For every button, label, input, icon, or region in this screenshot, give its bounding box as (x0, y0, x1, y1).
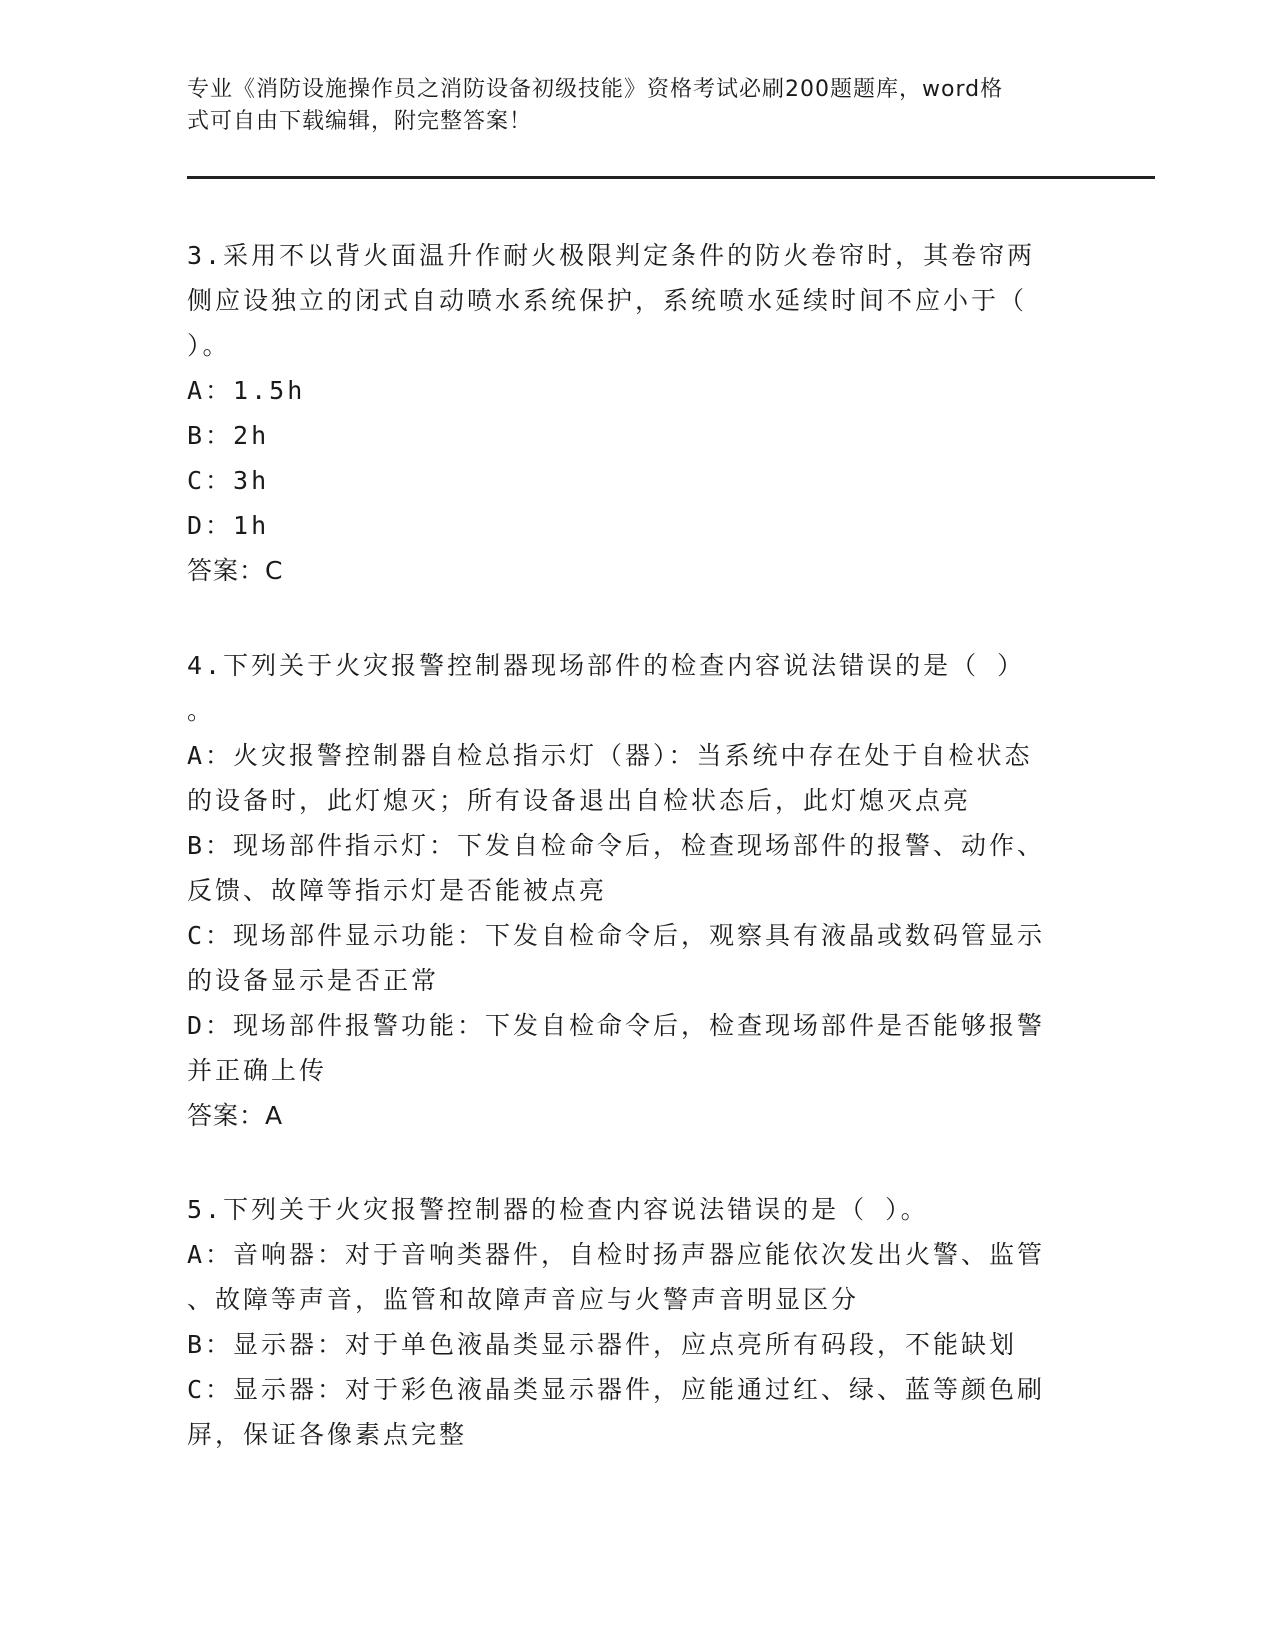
question-stem-line: 5.下列关于火灾报警控制器的检查内容说法错误的是（ ）。 (187, 1195, 929, 1224)
option-d: D：1h (187, 511, 270, 540)
option-c: C：显示器：对于彩色液晶类显示器件，应能通过红、绿、蓝等颜色刷 (187, 1375, 1046, 1404)
option-a: A：1.5h (187, 376, 306, 405)
header-line-2: 式可自由下载编辑，附完整答案！ (187, 109, 533, 134)
option-a-continued: 、故障等声音，监管和故障声音应与火警声音明显区分 (187, 1285, 860, 1314)
option-c: C：现场部件显示功能：下发自检命令后，观察具有液晶或数码管显示 (187, 921, 1046, 950)
question-stem-line: 侧应设独立的闭式自动喷水系统保护，系统喷水延续时间不应小于（ (187, 286, 1028, 315)
question-stem-line: 4.下列关于火灾报警控制器现场部件的检查内容说法错误的是（ ） (187, 651, 1026, 680)
answer-line: 答案：C (187, 556, 284, 585)
option-d: D：现场部件报警功能：下发自检命令后，检查现场部件是否能够报警 (187, 1011, 1046, 1040)
question-5 (187, 1187, 1077, 1457)
question-stem-line: 。 (187, 696, 216, 725)
option-c-continued: 屏，保证各像素点完整 (187, 1420, 468, 1449)
option-b: B：显示器：对于单色液晶类显示器件，应点亮所有码段，不能缺划 (187, 1330, 1018, 1359)
option-b: B：2h (187, 421, 270, 450)
option-a: A：音响器：对于音响类器件，自检时扬声器应能依次发出火警、监管 (187, 1240, 1046, 1269)
document-header (187, 74, 1067, 138)
question-4 (187, 643, 1077, 1138)
option-a: A：火灾报警控制器自检总指示灯（器）：当系统中存在处于自检状态 (187, 741, 1033, 770)
option-d-continued: 并正确上传 (187, 1056, 328, 1085)
question-stem-line: 3.采用不以背火面温升作耐火极限判定条件的防火卷帘时，其卷帘两 (187, 241, 1036, 270)
question-stem-line: ）。 (187, 331, 231, 360)
header-divider (187, 176, 1155, 179)
option-a-continued: 的设备时，此灯熄灭；所有设备退出自检状态后，此灯熄灭点亮 (187, 786, 972, 815)
option-c-continued: 的设备显示是否正常 (187, 966, 440, 995)
option-b-continued: 反馈、故障等指示灯是否能被点亮 (187, 876, 608, 905)
answer-line: 答案：A (187, 1101, 284, 1130)
header-line-1: 专业《消防设施操作员之消防设备初级技能》资格考试必刷200题题库，word格 (187, 77, 1004, 102)
question-3 (187, 233, 1077, 593)
option-c: C：3h (187, 466, 270, 495)
option-b: B：现场部件指示灯：下发自检命令后，检查现场部件的报警、动作、 (187, 831, 1046, 860)
